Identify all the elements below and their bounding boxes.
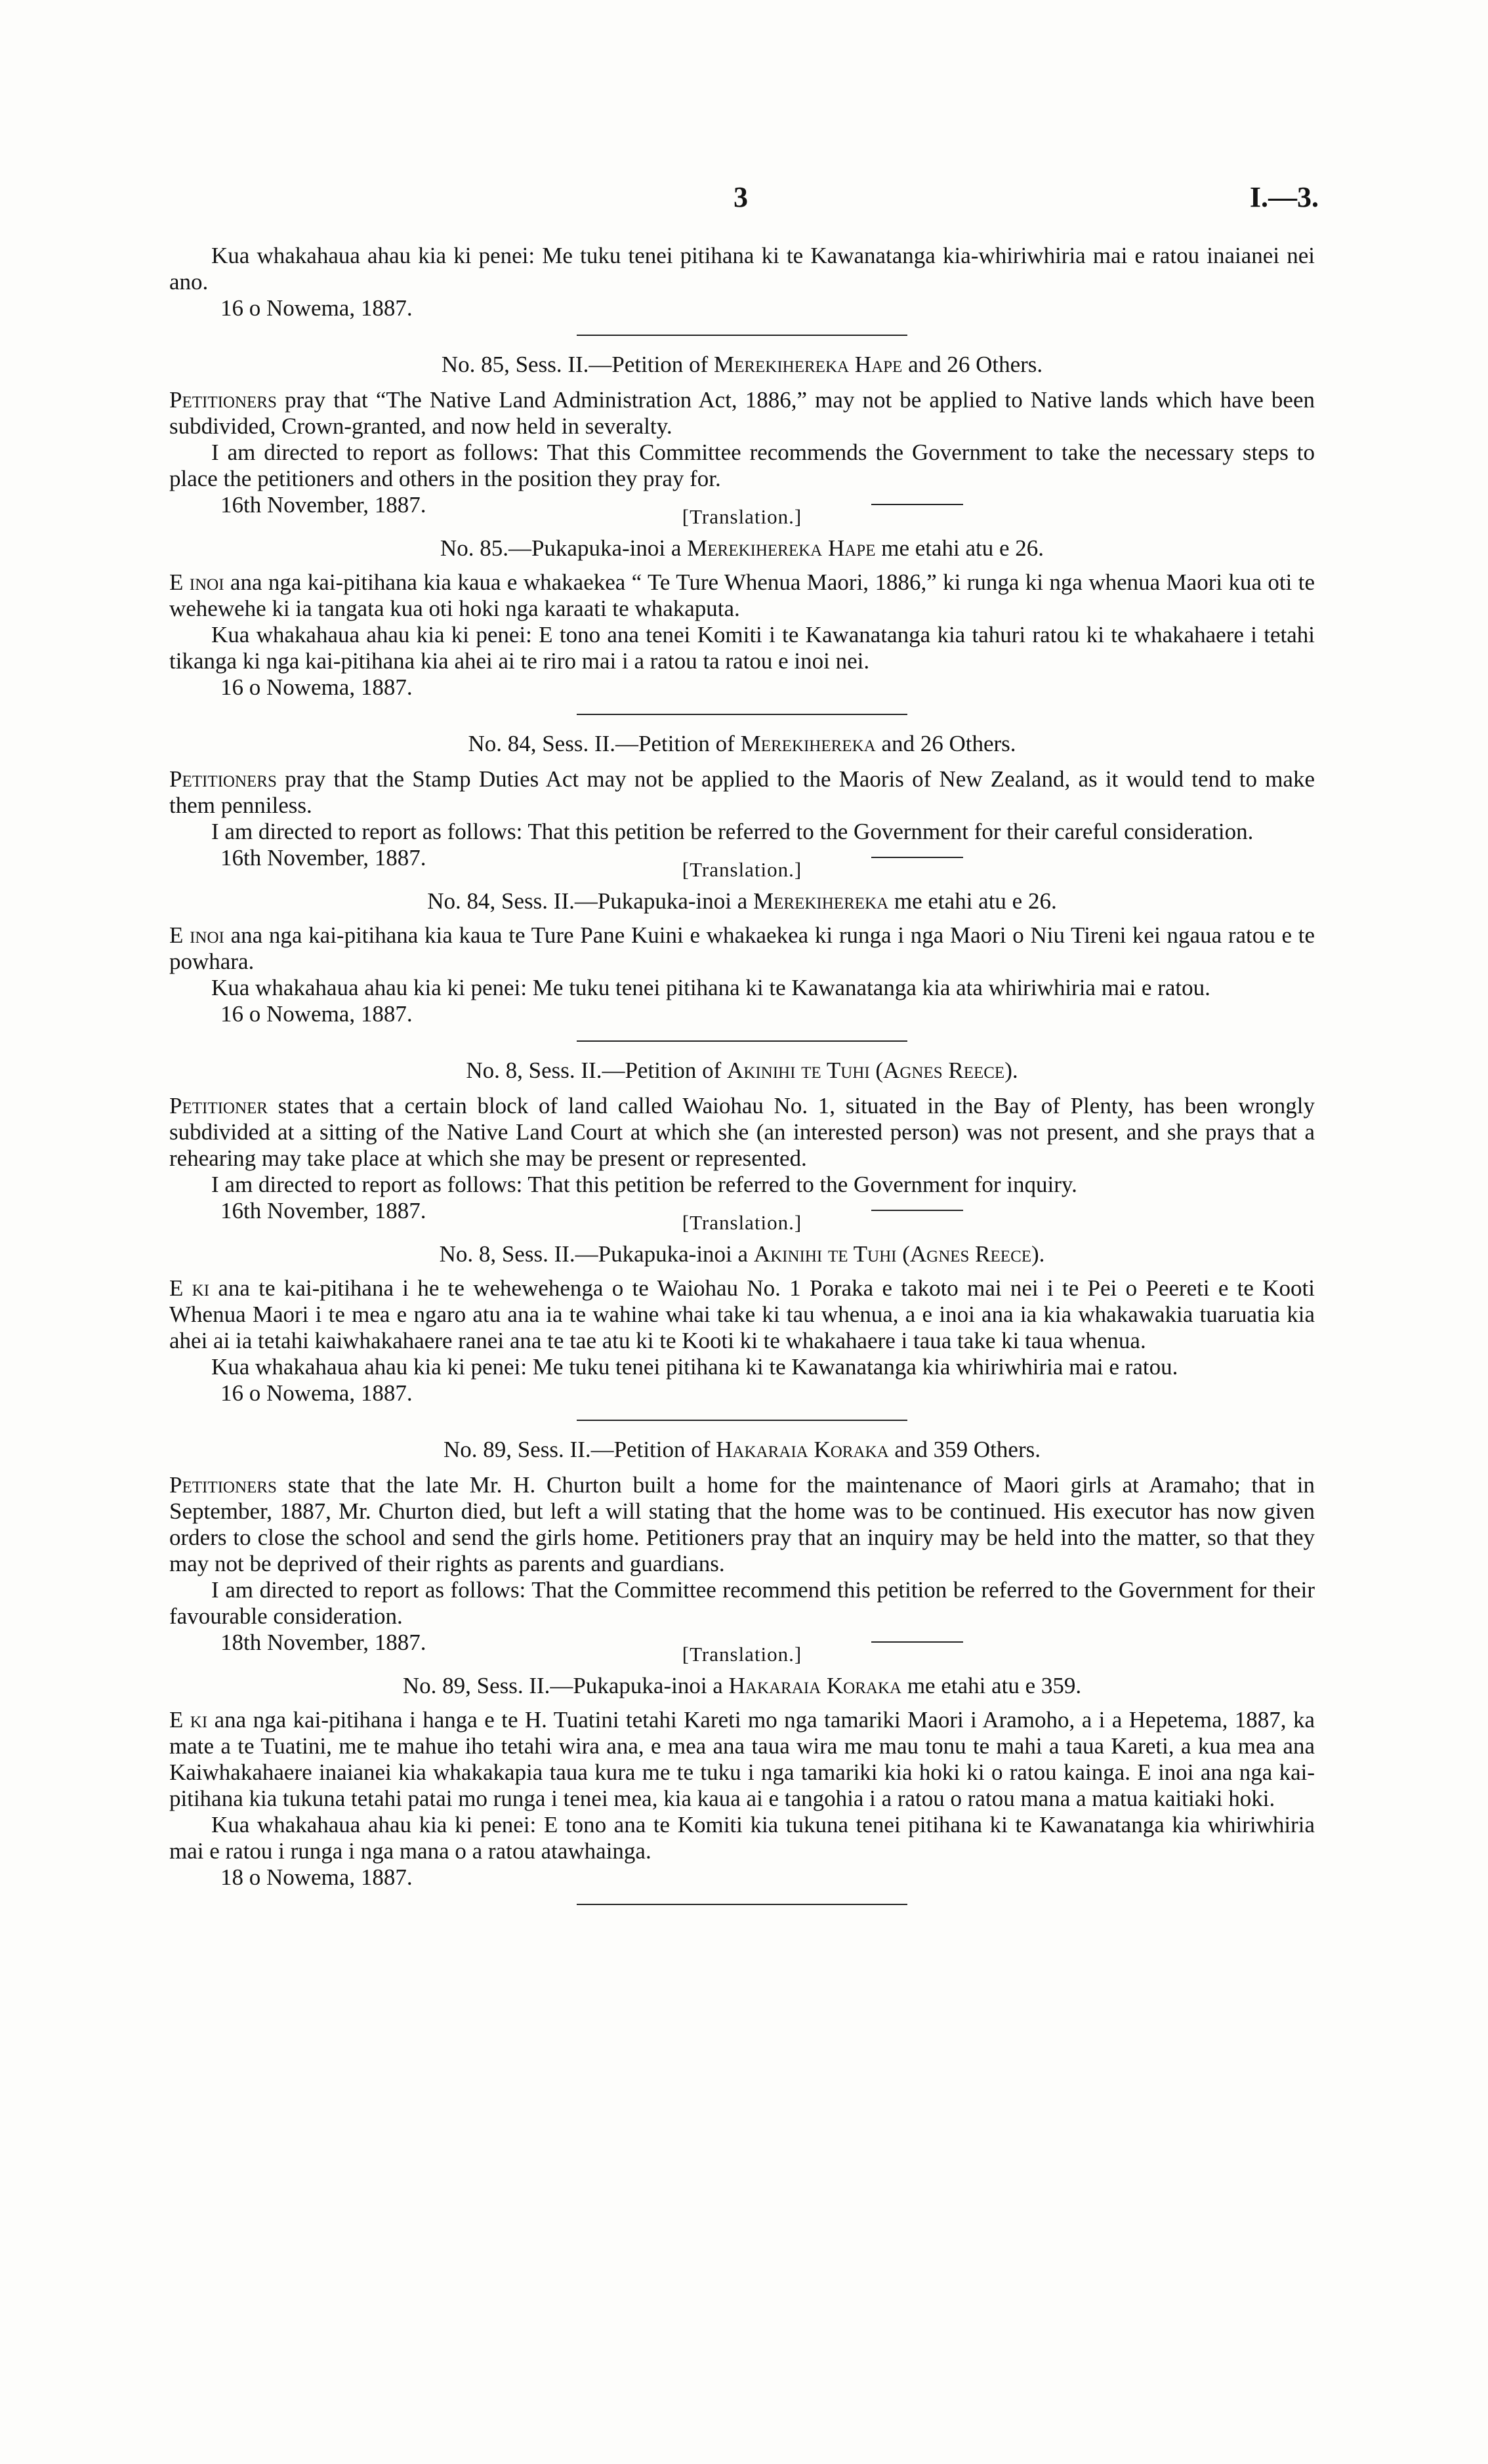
report-date: 18th November, 1887. bbox=[220, 1630, 426, 1655]
section-divider bbox=[577, 1420, 907, 1421]
maori-date: 18 o Nowema, 1887. bbox=[220, 1864, 413, 1890]
committee-report: I am directed to report as follows: That this petition be referred to the Government for inquiry. bbox=[211, 1172, 1077, 1197]
petition-section-85 bbox=[169, 352, 1315, 701]
page-number: 3 bbox=[734, 181, 748, 213]
maori-heading: No. 85.—Pukapuka-inoi a Merekihereka Hape me etahi atu e 26. bbox=[440, 535, 1044, 561]
committee-report: I am directed to report as follows: That the Committee recommend this petition be referred to the Government for their favourable consideration. bbox=[169, 1577, 1315, 1629]
petition-heading: No. 8, Sess. II.—Petition of Akinihi te Tuhi (Agnes Reece). bbox=[466, 1057, 1018, 1083]
maori-date: 16 o Nowema, 1887. bbox=[220, 1380, 413, 1406]
petition-section-89 bbox=[169, 1437, 1315, 1891]
committee-report: I am directed to report as follows: That this Committee recommends the Government to take the necessary steps to place the petitioners and others in the position they pray for. bbox=[169, 440, 1315, 491]
section-divider bbox=[577, 335, 907, 336]
report-date: 16th November, 1887. bbox=[220, 492, 426, 518]
opening-date: 16 o Nowema, 1887. bbox=[220, 295, 413, 321]
maori-heading: No. 8, Sess. II.—Pukapuka-inoi a Akinihi te Tuhi (Agnes Reece). bbox=[439, 1241, 1045, 1267]
maori-date: 16 o Nowema, 1887. bbox=[220, 674, 413, 700]
section-divider bbox=[577, 1904, 907, 1905]
translation-label: [Translation.] bbox=[682, 1211, 802, 1234]
maori-report: Kua whakahaua ahau kia ki penei: Me tuku tenei pitihana ki te Kawanatanga kia whiriwhiria mai e ratou. bbox=[211, 1354, 1178, 1380]
report-date: 16th November, 1887. bbox=[220, 845, 426, 871]
translation-label: [Translation.] bbox=[682, 505, 802, 528]
opening-paragraph: Kua whakahaua ahau kia ki penei: Me tuku tenei pitihana ki te Kawanatanga kia-whiriwhiria mai e ratou inaianei nei ano. bbox=[169, 243, 1315, 295]
petition-section-8 bbox=[169, 1057, 1315, 1407]
petition-text: Petitioner states that a certain block of land called Waiohau No. 1, situated in the Bay of Plenty, has been wrongly subdivided at a sitting of the Native Land Court at which she (an interested person) was not present, and she prays that a rehearing may take place at which she may be present or represented. bbox=[169, 1093, 1315, 1171]
translation-label: [Translation.] bbox=[682, 858, 802, 881]
maori-report: Kua whakahaua ahau kia ki penei: E tono ana te Komiti kia tukuna tenei pitihana ki te Kawanatanga kia whiriwhiria mai e ratou i runga i nga mana o a ratou atawhainga. bbox=[169, 1812, 1315, 1864]
maori-petition-text: E inoi ana nga kai-pitihana kia kaua te Ture Pane Kuini e whakaekea ki runga i nga Maori o Niu Tireni kei ngaua ratou e te powhara. bbox=[169, 922, 1315, 974]
document-code: I.—3. bbox=[1249, 181, 1319, 213]
report-date: 16th November, 1887. bbox=[220, 1198, 426, 1223]
section-divider bbox=[577, 714, 907, 715]
maori-report: Kua whakahaua ahau kia ki penei: Me tuku tenei pitihana ki te Kawanatanga kia ata whiriwhiria mai e ratou. bbox=[211, 975, 1210, 1000]
petition-section-84 bbox=[169, 731, 1315, 1027]
maori-heading: No. 89, Sess. II.—Pukapuka-inoi a Hakaraia Koraka me etahi atu e 359. bbox=[402, 1673, 1082, 1698]
committee-report: I am directed to report as follows: That this petition be referred to the Government for their careful consideration. bbox=[211, 819, 1254, 844]
petition-text: Petitioners state that the late Mr. H. Churton built a home for the maintenance of Maori girls at Aramaho; that in September, 1887, Mr. Churton died, but left a will stating that the home was to be continued. His executor has now given orders to close the school and send the girls home. Petitioners pray that an inquiry may be held into the matter, so that they may not be deprived of their rights as parents and guardians. bbox=[169, 1472, 1315, 1576]
maori-petition-text: E inoi ana nga kai-pitihana kia kaua e whakaekea “ Te Ture Whenua Maori, 1886,” ki runga ki nga whenua Maori kua oti te wehewehe ki ia tangata kua oti hoki nga karaati te whakaputa. bbox=[169, 569, 1315, 621]
petition-text: Petitioners pray that the Stamp Duties Act may not be applied to the Maoris of New Zealand, as it would tend to make them penniless. bbox=[169, 766, 1315, 818]
petition-heading: No. 89, Sess. II.—Petition of Hakaraia Koraka and 359 Others. bbox=[444, 1437, 1041, 1462]
petition-heading: No. 85, Sess. II.—Petition of Merekihereka Hape and 26 Others. bbox=[441, 352, 1043, 377]
translation-label: [Translation.] bbox=[682, 1643, 802, 1666]
maori-heading: No. 84, Sess. II.—Pukapuka-inoi a Merekihereka me etahi atu e 26. bbox=[427, 888, 1057, 914]
maori-report: Kua whakahaua ahau kia ki penei: E tono ana tenei Komiti i te Kawanatanga kia tahuri ratou ki te whakahaere i tetahi tikanga ki nga kai-pitihana kia ahei ai te riro mai i a ratou ta ratou e inoi nei. bbox=[169, 622, 1315, 674]
maori-petition-text: E ki ana te kai-pitihana i he te wehewehenga o te Waiohau No. 1 Poraka e takoto mai nei i te Pei o Peereti e te Kooti Whenua Maori i te mea e ngaro atu ana ia te wahine whai take ki tau whenua, a e inoi ana ia kia whakawakia tuaruatia kia ahei ai ia tetahi kaiwhakahaere ranei ana te tae atu ki te Kooti ki te whakahaere i taua take ki taua whenua. bbox=[169, 1275, 1315, 1353]
section-divider bbox=[577, 1040, 907, 1042]
petition-text: Petitioners pray that “The Native Land Administration Act, 1886,” may not be applied to Native lands which have been subdivided, Crown-granted, and now held in severalty. bbox=[169, 387, 1315, 439]
page-content bbox=[169, 243, 1315, 1921]
petition-heading: No. 84, Sess. II.—Petition of Merekihereka and 26 Others. bbox=[468, 731, 1016, 756]
maori-date: 16 o Nowema, 1887. bbox=[220, 1001, 413, 1027]
maori-petition-text: E ki ana nga kai-pitihana i hanga e te H. Tuatini tetahi Kareti mo nga tamariki Maori i Aramoho, a i a Hepetema, 1887, ka mate a te Tuatini, me te mahue iho tetahi wira ana, e mea ana taua wira me mau tonu te mahi a taua Kareti, a kua mea ana Kaiwhakahaere inaianei kia whakakapia taua kura me te tuku i nga tamariki kia hoki ki o ratou kainga. E inoi ana nga kai-pitihana kia tukuna tetahi patai mo runga i tenei mea, kia kaua ai e tangohia i a ratou o ratou mana a matua kaitiaki hoki. bbox=[169, 1707, 1315, 1811]
